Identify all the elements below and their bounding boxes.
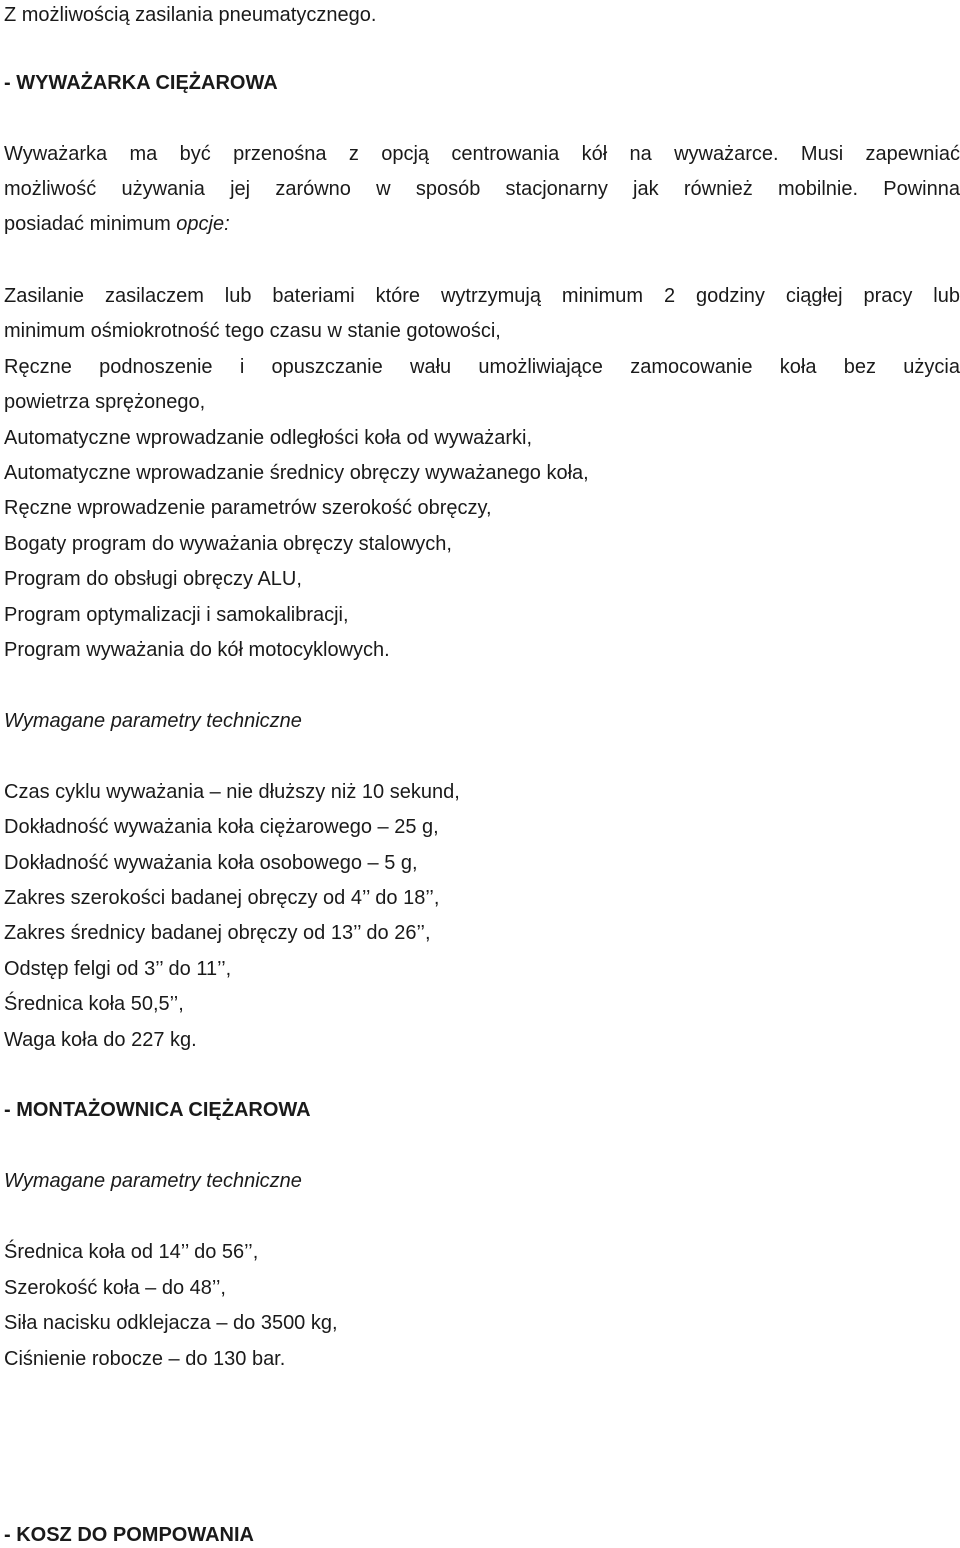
balancer-desc-emphasis: opcje:	[176, 213, 230, 235]
tire-changer-heading: - MONTAŻOWNICA CIĘŻAROWA	[4, 1099, 311, 1121]
balancer-param-line: Waga koła do 227 kg.	[4, 1029, 197, 1051]
balancer-option-line: Zasilanie zasilaczem lub bateriami które wytrzymują minimum 2 godziny ciągłej pracy lub	[4, 285, 960, 307]
tire-changer-param-line: Szerokość koła – do 48’’,	[4, 1277, 226, 1299]
balancer-param-line: Zakres średnicy badanej obręczy od 13’’ do 26’’,	[4, 922, 431, 944]
balancer-param-line: Średnica koła 50,5’’,	[4, 993, 184, 1015]
intro-line: Z możliwością zasilania pneumatycznego.	[4, 4, 377, 26]
balancer-heading: - WYWAŻARKA CIĘŻAROWA	[4, 72, 278, 94]
balancer-option-line: Program optymalizacji i samokalibracji,	[4, 604, 349, 626]
balancer-option-line: Automatyczne wprowadzanie odległości koła od wyważarki,	[4, 427, 533, 449]
balancer-desc-line-1: Wyważarka ma być przenośna z opcją centrowania kół na wyważarce. Musi zapewniać	[4, 143, 960, 165]
balancer-desc-text: posiadać minimum	[4, 213, 177, 235]
balancer-desc-line-3	[4, 211, 230, 237]
cage-heading: - KOSZ DO POMPOWANIA	[4, 1524, 254, 1546]
balancer-desc-line-2: możliwość używania jej zarówno w sposób stacjonarny jak również mobilnie. Powinna	[4, 178, 960, 200]
balancer-param-line: Czas cyklu wyważania – nie dłuższy niż 10 sekund,	[4, 781, 460, 803]
balancer-option-line: powietrza sprężonego,	[4, 391, 206, 413]
balancer-params-heading: Wymagane parametry techniczne	[4, 710, 302, 732]
tire-changer-param-line: Średnica koła od 14’’ do 56’’,	[4, 1241, 259, 1263]
balancer-option-line: Program do obsługi obręczy ALU,	[4, 568, 302, 590]
balancer-option-line: Ręczne podnoszenie i opuszczanie wału umożliwiające zamocowanie koła bez użycia	[4, 356, 960, 378]
tire-changer-param-line: Siła nacisku odklejacza – do 3500 kg,	[4, 1312, 338, 1334]
balancer-param-line: Zakres szerokości badanej obręczy od 4’’ do 18’’,	[4, 887, 440, 909]
tire-changer-param-line: Ciśnienie robocze – do 130 bar.	[4, 1348, 286, 1370]
balancer-option-line: minimum ośmiokrotność tego czasu w stanie gotowości,	[4, 320, 501, 342]
balancer-param-line: Dokładność wyważania koła ciężarowego – 25 g,	[4, 816, 439, 838]
balancer-option-line: Program wyważania do kół motocyklowych.	[4, 639, 390, 661]
balancer-param-line: Dokładność wyważania koła osobowego – 5 g,	[4, 852, 418, 874]
balancer-param-line: Odstęp felgi od 3’’ do 11’’,	[4, 958, 232, 980]
tire-changer-params-heading: Wymagane parametry techniczne	[4, 1170, 302, 1192]
balancer-option-line: Ręczne wprowadzenie parametrów szerokość obręczy,	[4, 497, 492, 519]
balancer-option-line: Bogaty program do wyważania obręczy stalowych,	[4, 533, 452, 555]
balancer-option-line: Automatyczne wprowadzanie średnicy obręczy wyważanego koła,	[4, 462, 589, 484]
